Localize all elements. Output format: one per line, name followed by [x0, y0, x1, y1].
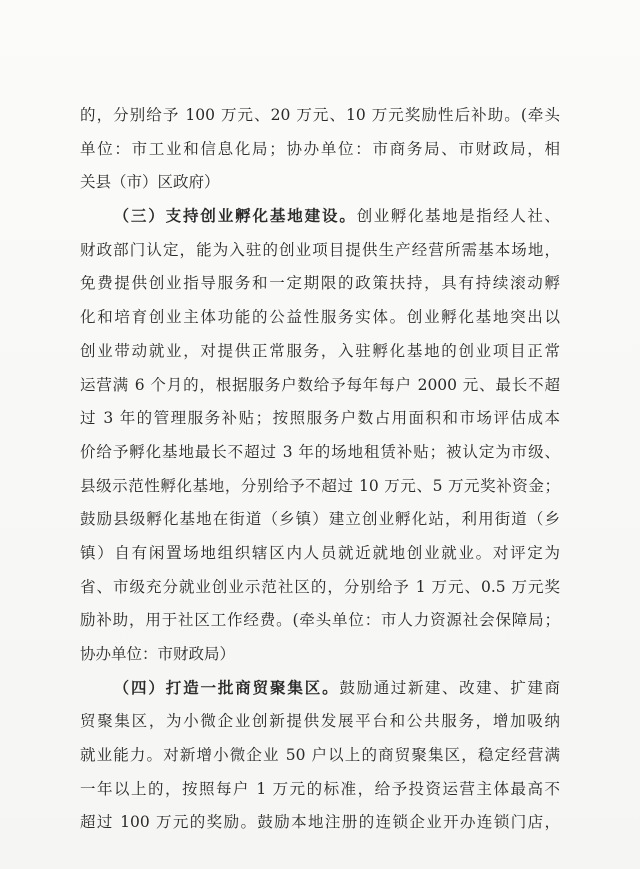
text-line-13: 鼓励县级孵化基地在街道（乡镇）建立创业孵化站，利用街道（乡	[80, 510, 560, 529]
text-line-3: 关县（市）区政府）	[80, 173, 220, 192]
section-3-heading: （三）支持创业孵化基地建设。	[112, 207, 357, 226]
section-3-lead-text: 创业孵化基地是指经人社、	[356, 207, 560, 226]
text-line-7: 化和培育创业主体功能的公益性服务实体。创业孵化基地突出以	[80, 308, 560, 327]
text-line-5: 财政部门认定，能为入驻的创业项目提供生产经营所需基本场地，	[80, 240, 560, 259]
text-line-19: 贸聚集区，为小微企业创新提供发展平台和公共服务，增加吸纳	[80, 712, 560, 731]
section-3-first-line	[80, 200, 560, 234]
text-line-22: 超过 100 万元的奖励。鼓励本地注册的连锁企业开办连锁门店，	[80, 813, 560, 832]
text-line-15: 省、市级充分就业创业示范社区的，分别给予 1 万元、0.5 万元奖	[80, 577, 560, 596]
text-line-17: 协办单位：市财政局）	[80, 645, 236, 663]
section-4-lead-text: 鼓励通过新建、改建、扩建商	[339, 678, 560, 697]
text-line-10: 过 3 年的管理服务补贴；按照服务户数占用面积和市场评估成本	[80, 409, 560, 428]
text-line-12: 县级示范性孵化基地，分别给予不超过 10 万元、5 万元奖补资金；	[80, 476, 560, 495]
section-4-first-line	[80, 672, 560, 706]
text-line-11: 价给予孵化基地最长不超过 3 年的场地租赁补贴；被认定为市级、	[80, 442, 560, 461]
text-line-16: 励补助，用于社区工作经费。(牵头单位：市人力资源社会保障局；	[80, 611, 560, 630]
text-line-1: 的，分别给予 100 万元、20 万元、10 万元奖励性后补助。(牵头	[80, 106, 560, 124]
text-line-20: 就业能力。对新增小微企业 50 户以上的商贸聚集区，稳定经营满	[80, 746, 560, 765]
text-line-8: 创业带动就业，对提供正常服务，入驻孵化基地的创业项目正常	[80, 341, 560, 360]
text-line-14: 镇）自有闲置场地组织辖区内人员就近就地创业就业。对评定为	[80, 543, 560, 562]
text-line-6: 免费提供创业指导服务和一定期限的政策扶持，具有持续滚动孵	[80, 274, 560, 293]
text-line-21: 一年以上的，按照每户 1 万元的标准，给予投资运营主体最高不	[80, 779, 560, 798]
text-line-2: 单位：市工业和信息化局；协办单位：市商务局、市财政局，相	[80, 139, 560, 158]
section-4-heading: （四）打造一批商贸聚集区。	[112, 678, 340, 697]
text-line-9: 运营满 6 个月的，根据服务户数给予每年每户 2000 元、最长不超	[80, 375, 560, 394]
